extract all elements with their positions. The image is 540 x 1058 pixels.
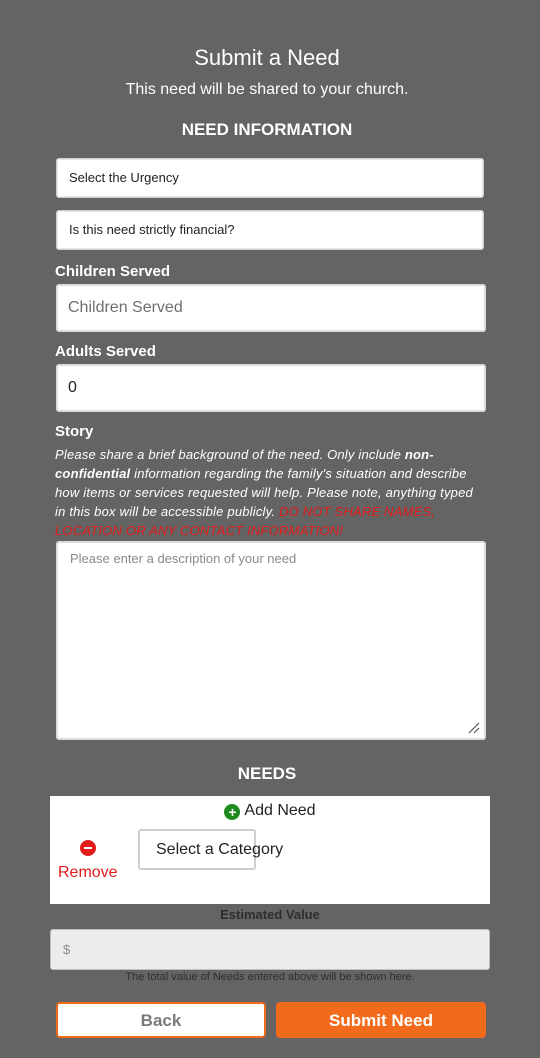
submit-need-button[interactable]: Submit Need bbox=[276, 1002, 486, 1038]
page-title: Submit a Need bbox=[194, 45, 340, 70]
story-textarea[interactable] bbox=[56, 541, 486, 740]
story-help-emphasis: non-confidential bbox=[55, 447, 434, 481]
story-help-part-1: Please share a brief background of the need. Only include bbox=[55, 447, 405, 462]
estimated-value-help: The total value of Needs entered above will be shown here. bbox=[125, 971, 415, 983]
add-need-button[interactable] bbox=[50, 802, 490, 820]
children-served-label: Children Served bbox=[55, 263, 171, 280]
story-help-text bbox=[55, 445, 480, 540]
add-need-label: Add Need bbox=[244, 802, 316, 819]
adults-served-label: Adults Served bbox=[55, 343, 156, 360]
resize-grip-icon[interactable] bbox=[468, 722, 480, 734]
story-warning: DO NOT SHARE NAMES, LOCATION OR ANY CONTACT INFORMATION! bbox=[55, 504, 436, 538]
story-help-part-2: information regarding the family's situation and describe how items or services requested will help. Please note, anything typed in this box will be accessible publicly. bbox=[55, 466, 473, 519]
financial-select[interactable]: Is this need strictly financial? bbox=[56, 210, 484, 250]
need-information-heading: NEED INFORMATION bbox=[181, 120, 353, 139]
story-label: Story bbox=[55, 423, 94, 440]
children-served-input[interactable]: Children Served bbox=[56, 284, 486, 332]
back-button[interactable]: Back bbox=[56, 1002, 266, 1038]
add-circle-icon: + bbox=[224, 804, 240, 820]
needs-heading: NEEDS bbox=[237, 764, 297, 783]
urgency-select[interactable]: Select the Urgency bbox=[56, 158, 484, 198]
category-select[interactable]: Select a Category bbox=[138, 829, 256, 870]
remove-circle-icon[interactable] bbox=[80, 840, 96, 856]
remove-need-button[interactable]: Remove bbox=[58, 864, 118, 881]
page-subtitle: This need will be shared to your church. bbox=[125, 81, 409, 98]
story-placeholder: Please enter a description of your need bbox=[70, 551, 297, 566]
needs-panel bbox=[50, 796, 490, 904]
estimated-value-field: $ bbox=[50, 929, 490, 970]
estimated-value-label: Estimated Value bbox=[220, 907, 320, 922]
adults-served-input[interactable]: 0 bbox=[56, 364, 486, 412]
